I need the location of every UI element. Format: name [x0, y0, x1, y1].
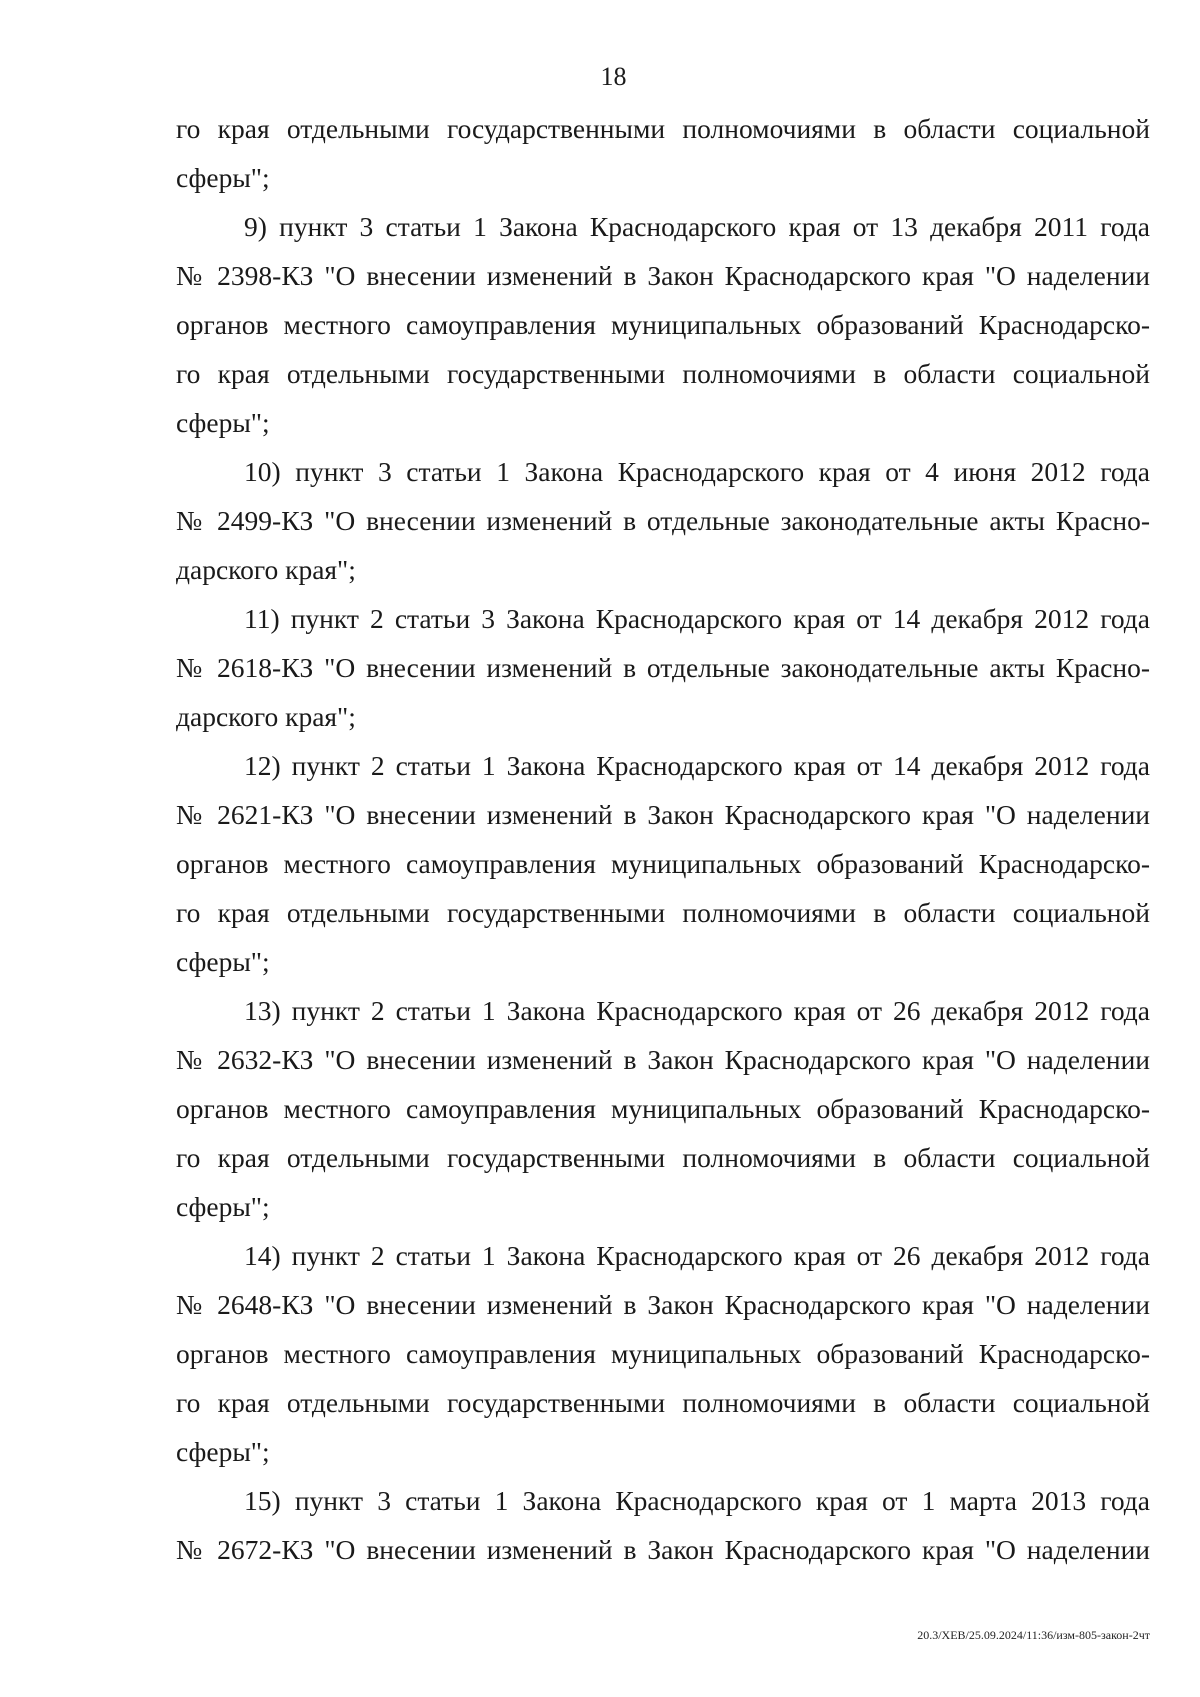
- list-item-10-line: 10) пункт 3 статьи 1 Закона Краснодарского края от 4 июня 2012 года: [244, 456, 1150, 487]
- text-line: № 2621-КЗ "О внесении изменений в Закон Краснодарского края "О наделении: [176, 799, 1150, 830]
- text-line: органов местного самоуправления муниципальных образований Краснодарско-: [176, 309, 1150, 340]
- text-line: сферы";: [176, 946, 270, 977]
- text-line: го края отдельными государственными полномочиями в области социальной: [176, 1142, 1150, 1173]
- text-line: дарского края";: [176, 701, 356, 732]
- list-item-15-line: 15) пункт 3 статьи 1 Закона Краснодарского края от 1 марта 2013 года: [244, 1485, 1150, 1516]
- text-line: сферы";: [176, 407, 270, 438]
- list-item-12-line: 12) пункт 2 статьи 1 Закона Краснодарского края от 14 декабря 2012 года: [244, 750, 1150, 781]
- text-line: № 2398-КЗ "О внесении изменений в Закон Краснодарского края "О наделении: [176, 260, 1150, 291]
- list-item-14-line: 14) пункт 2 статьи 1 Закона Краснодарского края от 26 декабря 2012 года: [244, 1240, 1150, 1271]
- text-line: сферы";: [176, 1436, 270, 1467]
- document-body: [176, 104, 1150, 1574]
- text-line: № 2672-КЗ "О внесении изменений в Закон Краснодарского края "О наделении: [176, 1534, 1150, 1565]
- text-line: го края отдельными государственными полномочиями в области социальной: [176, 1387, 1150, 1418]
- text-line: сферы";: [176, 1191, 270, 1222]
- text-line: сферы";: [176, 162, 270, 193]
- text-line: го края отдельными государственными полномочиями в области социальной: [176, 358, 1150, 389]
- text-line: № 2618-КЗ "О внесении изменений в отдельные законодательные акты Красно-: [176, 652, 1150, 683]
- text-line: органов местного самоуправления муниципальных образований Краснодарско-: [176, 1338, 1150, 1369]
- list-item-11-line: 11) пункт 2 статьи 3 Закона Краснодарского края от 14 декабря 2012 года: [244, 603, 1150, 634]
- list-item-9-line: 9) пункт 3 статьи 1 Закона Краснодарского края от 13 декабря 2011 года: [244, 211, 1150, 242]
- document-footer-code: 20.3/ХЕВ/25.09.2024/11:36/изм-805-закон-2чт: [917, 1628, 1150, 1642]
- list-item-13-line: 13) пункт 2 статьи 1 Закона Краснодарского края от 26 декабря 2012 года: [244, 995, 1150, 1026]
- text-line: № 2499-КЗ "О внесении изменений в отдельные законодательные акты Красно-: [176, 505, 1150, 536]
- text-line: № 2648-КЗ "О внесении изменений в Закон Краснодарского края "О наделении: [176, 1289, 1150, 1320]
- text-line: органов местного самоуправления муниципальных образований Краснодарско-: [176, 848, 1150, 879]
- text-line: го края отдельными государственными полномочиями в области социальной: [176, 113, 1150, 144]
- page-number: 18: [600, 62, 627, 91]
- text-line: органов местного самоуправления муниципальных образований Краснодарско-: [176, 1093, 1150, 1124]
- text-line: го края отдельными государственными полномочиями в области социальной: [176, 897, 1150, 928]
- text-line: дарского края";: [176, 554, 356, 585]
- text-line: № 2632-КЗ "О внесении изменений в Закон Краснодарского края "О наделении: [176, 1044, 1150, 1075]
